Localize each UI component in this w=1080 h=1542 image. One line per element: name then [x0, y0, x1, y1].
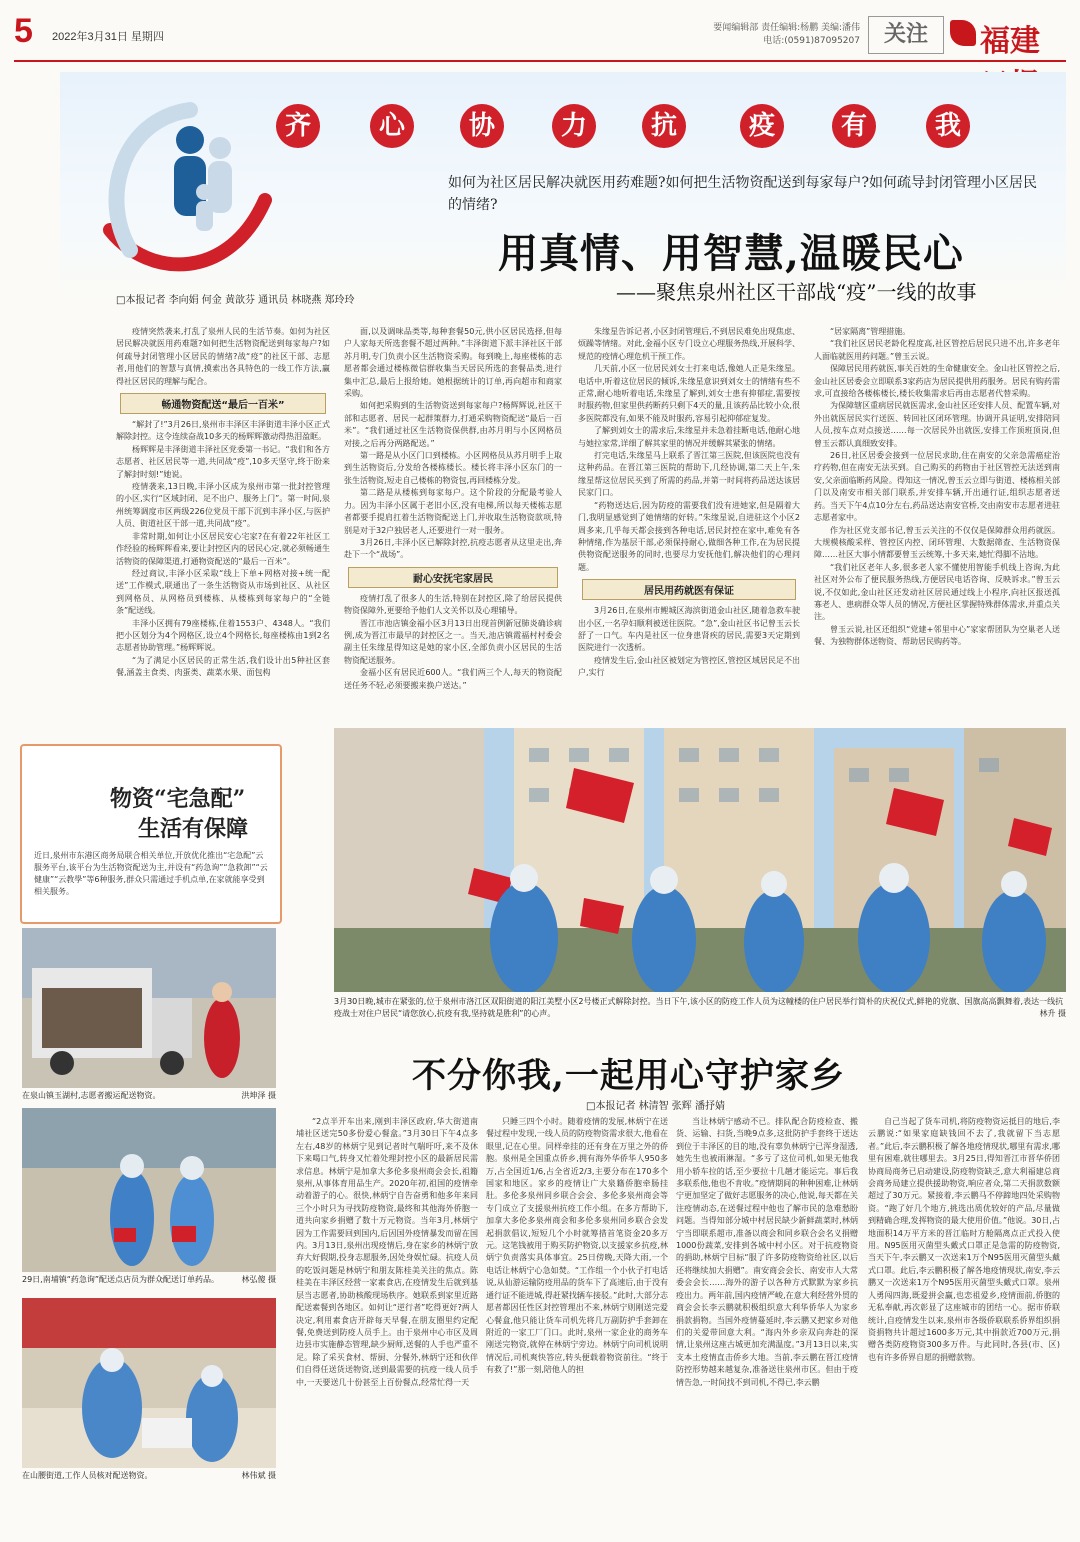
sidebar-photo-delivery — [22, 1108, 276, 1272]
editor-names: 要闻编辑部 责任编辑:杨鹏 美编:潘伟 — [713, 23, 860, 33]
paragraph: 曾玉云说,社区还组织“党建+邻里中心”家家帮团队为空巢老人送餐、为独物群体送物资、帮助居民购药等。 — [814, 624, 1060, 647]
article-column — [486, 1116, 668, 1534]
paragraph: 了解到刘女士的需求后,朱缘星并未急着挂断电话,他耐心地与她拉家常,详细了解其家里的情况并缓解其紧张的情绪。 — [578, 426, 800, 448]
section-subheading: 畅通物资配送“最后一百米” — [120, 393, 326, 414]
celebration-photo — [334, 728, 1066, 992]
logo-mark-icon — [950, 20, 976, 46]
paragraph: 非常时期,如何让小区居民安心宅家?在有着22年社区工作经验的杨辉辉看来,要让封控区内的居民心定,就必须畅通生活物资的保障渠道,打通物资配送的“最后一百米”。 — [116, 531, 330, 566]
paragraph: 经过商议,丰泽小区采取“线上下单+网格对接+统一配送”工作模式,联通出了一条生活物资从市场到社区、从社区到网格员、从网格员到楼栋、从楼栋到每家每户的“全链条”配送线。 — [116, 568, 330, 616]
section-label: 关注 — [868, 16, 944, 54]
paragraph: 疫情打乱了很多人的生活,特别在封控区,除了给居民提供物资保障外,更要给予他们人文关怀以及心理辅导。 — [344, 593, 562, 616]
paragraph: “为了满足小区居民的正常生活,我们设计出5种社区套餐,涵盖主食类、肉蛋类、蔬菜水果、面包构 — [116, 655, 330, 678]
sidebar-photo-caption — [22, 1090, 276, 1101]
paragraph: 杨辉辉是丰泽街道丰泽社区党委第一书记。“我们和各方志愿者、社区居民等一道,共同战“疫”,10多天坚守,终于盼来了解封时刻!”她说。 — [116, 444, 330, 479]
paragraph: “我们社区居民老龄化程度高,社区管控后居民只进不出,许多老年人面临就医用药问题。”曾玉云说。 — [814, 339, 1060, 361]
sidebar-photo-checking — [22, 1298, 276, 1468]
article-byline: □本报记者 李向娟 何金 黄歆芬 通讯员 林晓燕 郑玲玲 — [116, 295, 355, 306]
article-column — [814, 326, 1060, 728]
page-number: 5 — [14, 12, 33, 50]
photo-credit: 林伟斌 摄 — [241, 1471, 276, 1480]
section-subheading: 耐心安抚宅家居民 — [348, 567, 558, 588]
slogan-char: 疫 — [740, 104, 784, 148]
article-lead: 如何为社区居民解决就医用药难题?如何把生活物资配送到每家每户?如何疏导封闭管理小区居民的情绪? — [448, 175, 1038, 213]
slogan-char: 协 — [460, 104, 504, 148]
paragraph: 疫情袭来,13日晚,丰泽小区成为泉州市第一批封控管理的小区,实行“区域封闭、足不出户、服务上门”。第一时间,泉州统筹调度市区两级226位党员干部下沉到丰泽小区,与医护人员、街道社区干部一道,共同战“疫”。 — [116, 482, 330, 529]
photo-credit: 洪坤泽 摄 — [241, 1091, 276, 1100]
paragraph: 作为社区党支部书记,曾玉云关注的不仅仅是保障群众用药就医。大规模核酸采样、管控区内控、闭环管理、大数据筛查、生活物资保障……社区大事小情都要曾玉云统筹,十多天来,她忙得脚不沾地。 — [814, 525, 1060, 560]
slogan-char: 有 — [832, 104, 876, 148]
publication-date: 2022年3月31日 星期四 — [52, 31, 164, 43]
paragraph: 3月26日,在泉州市鲤城区海滨街道金山社区,随着急救车驶出小区,一名孕妇顺利被送往医院。“急”,金山社区书记曾玉云长舒了一口气。车内是社区一位身患肾疾的居民,需要3天定期到医院进行一次透析。 — [578, 606, 800, 653]
paragraph: 第二路是从楼栋到每家每户。这个阶段的分配最考验人力。因为丰泽小区属于老旧小区,没有电梯,所以每天楼栋志愿者都要手提肩扛着生活物资配送上门,并收取生活物资款项,特别是对于32户独居老人,还要进行一对一服务。 — [344, 488, 562, 535]
paragraph: 如何把采购到的生活物资送到每家每户?杨辉辉说,社区干部和志愿者、居民一起群策群力,打通采购物资配送“最后一百米”。“我们通过社区生活物资保供群,由苏月明与小区网格员对接,之后再分两路配送。” — [344, 401, 562, 448]
article-column — [296, 1116, 478, 1534]
sidebar-title: 物资“宅急配” — [110, 786, 246, 812]
newspaper-logo — [950, 14, 1068, 59]
article-column — [868, 1116, 1060, 1534]
paragraph: 疫情发生后,金山社区被划定为管控区,管控区域居民足不出户,实行 — [578, 655, 800, 678]
sidebar-photo-caption — [22, 1274, 276, 1285]
paragraph: 打完电话,朱缘星马上联系了晋江第三医院,但该医院也没有这种药品。在晋江第三医院的帮助下,几经协调,第二天上午,朱缘星帮这位居民买到了所需的药品,并第一时间将药品送达该居民家门口。 — [578, 451, 800, 498]
article-headline: 用真情、用智慧,温暖民心 — [498, 230, 964, 277]
section-subheading: 居民用药就医有保证 — [582, 579, 796, 600]
paragraph: “解封了!”3月26日,泉州市丰泽区丰泽街道丰泽小区正式解除封控。这令连续奋战10多天的杨辉辉激动得热泪盈眶。 — [116, 420, 330, 442]
photo-credit: 林升 摄 — [1039, 1009, 1066, 1018]
slogan-char: 我 — [926, 104, 970, 148]
paragraph: 晋江市池店镇金福小区3月13日出现首例新冠肺炎确诊病例,成为晋江市最早的封控区之一。当天,池店镇霞福村村委会副主任朱缘星得知这是她的家小区,全部负责小区居民的生活物资配送服务。 — [344, 618, 562, 665]
paragraph: “我们社区老年人多,很多老人家不懂使用智能手机线上咨询,为此社区对外公布了便民服务热线,方便居民电话咨询、反映诉求。”曾玉云说,不仅如此,金山社区还发动社区居民通过线上小程序,向社区报送孤寡老人、患病群众等人员的情况,方便社区掌握特殊群体需求,并重点关注。 — [814, 562, 1060, 622]
editor-phone: 电话:(0591)87095207 — [763, 36, 860, 46]
family-ribbon-illustration — [70, 80, 280, 285]
paragraph: 金福小区有居民近600人。“我们两三个人,每天的物资配送任务不轻,必须要搬来换户送达。” — [344, 668, 562, 690]
paragraph: 几天前,小区一位居民刘女士打来电话,像她人正是朱缘星。电话中,听着这位居民的倾诉,朱缘星意识到刘女士的情绪有些不正常,耐心地听着电话,朱缘星了解到,刘女士患有抑郁症,需要按时服药物,但家里供药断药只剩下4天的量,且该药品比较小众,很多医院都没有,如果不能及时服药,容易引起抑郁症复发。 — [578, 364, 800, 423]
paragraph: 自己当起了货车司机,将防疫物资运抵目的地后,李云鹏说:“如果家庭缺钱回不去了,我就留下当志愿者。”此后,李云鹏积极了解各地疫情现状,哪里有需求,哪里有困难,就往哪里去。3月25日,得知晋江市晋华侨团协商局商务已启动建设,防疫物资缺乏,意大利福建总商会商务局建立提供援助物资,响应者众,第二天捐款数额超过了30万元。紧接着,李云鹏马不停蹄地四处采购物资。“跑了好几个地方,挑选出质优较好的产品,尽量做到精确合理,发挥物资的最大使用价值。”他说。30日,占地面积14万平方米的晋江临时方舱隔离点正式投入使用。N95医用灭菌型头戴式口罩正是急需的防疫物资,当天下午,李云鹏又一次送来1万个N95医用灭菌型头戴式口罩。此后,李云鹏积极了解各地疫情现状,南安,李云鹏又一次送来1万个N95医用灭菌型头戴式口罩。泉州人勇闯四海,既爱拼会赢,也恋祖爱乡,疫情面前,侨胞的无私奉献,再次彰显了这座城市的团结一心。据市侨联统计,自疫情发生以来,泉州市各级侨联联系侨界组织捐资捐物共计超过1600多万元,其中捐款近700万元,捐赠各类防疫物资300多万件。与此同时,各县(市、区)也有许多侨界自愿的捐赠款物。 — [868, 1117, 1060, 1362]
slogan-char: 齐 — [276, 104, 320, 148]
editor-credits — [690, 22, 860, 48]
article-column — [116, 326, 330, 728]
paragraph: 面,以及调味品类等,每种套餐50元,供小区居民选择,但每户人家每天所选套餐不超过两种。”丰泽街道下派丰泽社区干部苏月明,专门负责小区生活物资采购。每到晚上,每座楼栋的志愿者都会通过楼栋微信群收集当天居民所选的套餐品类,进行集中汇总,最后上报给她。她根据统计的订单,再向超市和商家采购。 — [344, 327, 562, 399]
sidebar-photo-caption — [22, 1470, 276, 1481]
article-column — [344, 326, 562, 728]
paragraph: “居家隔离”管理措施。 — [830, 327, 911, 336]
paragraph: “药物送达后,因为防疫的需要我们没有进她家,但是隔着大门,我明显感觉到了她情绪的好转。”朱缘星说,自进驻这个小区2周多来,几乎每天都会接到各种电话,居民封控在家中,难免有各种情绪,作为基层干部,必须保持耐心,做细各种工作,在为居民提供物资配送服务的同时,也要尽力安抚他们,解决他们的心理问题。 — [578, 500, 800, 572]
caption-text: 29日,南埔镇“药急询”配送点店员为群众配送订单药品。 — [22, 1275, 220, 1284]
paragraph: 为保障辖区重病居民就医需求,金山社区还安排人员、配置车辆,对外出就医居民实行送医、转回社区闭环管理。协调开具证明,安排陪同人员,按车点对点接送……每一次居民外出就医,安排工作顶班顶岗,但曾玉云都认真细致安排。 — [814, 401, 1060, 448]
paragraph: 疫情突然袭来,打乱了泉州人民的生活节奏。如何为社区居民解决就医用药难题?如何把生活物资配送到每家每户?如何疏导封闭管理小区居民的情绪?战“疫”的社区干部、志愿者,用他们的智慧与真情,摸索出各具特色的一线工作方法,赢得社区居民的理解与配合。 — [116, 327, 330, 386]
paragraph: 只睡三四个小时。随着疫情的发展,林炳宁在送餐过程中发现,一线人员的防疫物资需求很大,他看在眼里,记在心里。同样牵挂的还有身在万里之外的侨胞。泉州是全国重点侨乡,拥有海外华侨华人950多万,占全国近1/6,占全省近2/3,主要分布在170多个国家和地区。家乡的疫情让广大泉籍侨胞牵肠挂肚。多伦多泉州同乡联合会会、多伦多泉州商会等专门成立了支援泉州抗疫工作小组。在多方帮助下,加拿大多伦多泉州商会和多伦多泉州同乡联合会发起捐款倡议,短短几个小时就筹措首笔资金20多万元。这笔钱被用于购买防护物资,以支援家乡抗疫,林炳宁负责落实具体事宜。25日傍晚,天降大雨,一个电话让林炳宁心急如焚。“工作组一个小伙子打电话说,从仙游运输防疫用品的货车下了高速后,由于没有通行证不能进城,得赶紧找辆车接驳。”此时,大部分志愿者都因任性区封控管理出不来,林炳宁则刚送完爱心餐盒,他只能让货车司机先将几万副防护手套卸在附近的一家工厂门口。此时,泉州一家企业的商务车刚送完物资,就停在林炳宁旁边。林炳宁向司机说明情况后,司机爽快答应,转头便载着物资前往。“终于有救了!”那一刻,陪他人的担 — [486, 1117, 668, 1375]
paragraph: 26日,社区居委会接到一位居民求助,住在南安的父亲急需癌症治疗药物,但在南安无法买到。自己购买的药物由于社区管控无法送到南安,父亲面临断药风险。得知这一情况,曾玉云立即与街道、楼栋相关部门以及南安市相关部门联系,并安排车辆,开出通行证,组织志愿者送药。当天下午4点10分左右,药品送达南安官桥,交由南安市志愿者进驻志愿者家中。 — [814, 451, 1060, 523]
photo-credit: 林弘傻 摄 — [241, 1275, 276, 1284]
article-subheadline: ——聚焦泉州社区干部战“疫”一线的故事 — [616, 280, 977, 304]
paragraph: 当让林炳宁感动不已。排队配合防疫检查、搬货、运输、扫货,当晚9点多,这批防护手套终于送达到位于丰泽区的目的地,没有辜负林炳宁已浑身湿透,她先生也被雨淋湿。“多亏了这位司机,如果无他我用小轿车拉的话,至少要拉十几趟才能运完。事后我多联系他,他也不肯收。”疫情期间的种种困难,让林炳宁更加坚定了做好志愿服务的决心,他说,每天都在关注疫情动态,在送餐过程中他也了解市民的急难愁盼问题。当得知部分城中村居民缺少新鲜蔬菜时,林炳宁当即联系超市,准备以商会和同乡联合会名义捐赠1000份蔬菜,安排到各城中村小区。对于抗疫物资的捐助,林炳宁目标“服了许多防疫物资给社区,以后还将继续加大捐赠”。南安商会会长、南安市人大常委会会长……海外的游子以各种方式默默为家乡抗疫出力。两年前,国内疫情严峻,在意大利经营外贸的商会会长李云鹏就积极组织意大利华侨华人为家乡捐款捐物。当国外疫情蔓延时,李云鹏又把家乡对他们的关爱带回意大利。“海内外乡亲双向奔赴的深情,让泉州这座古城更加充满温度。”3月13日以来,实支本土疫情直击侨乡大地。当前,李云鹏在晋江疫情防控形势越来越复杂,准备送往泉州市区。但由于疫情告急,一时间找不到司机,不得已,李云鹏 — [676, 1117, 858, 1387]
masthead-rule — [14, 60, 1066, 62]
caption-text: 在山腰街道,工作人员核对配送物资。 — [22, 1471, 153, 1480]
caption-text: 3月30日晚,城市在紧张的,位于泉州市洛江区双阳街道的阳江美墅小区2号楼正式解除封控。当日下午,该小区的防疫工作人员为这幢楼的住户居民举行简朴的庆祝仪式,鲜艳的党旗、国旗高高飘舞着,表达一线抗疫战士对住户居民“请您放心,抗疫有我,坚持就是胜利”的心声。 — [334, 997, 1064, 1018]
article-byline: □本报记者 林清智 张辉 潘抒婧 — [586, 1101, 725, 1112]
article-column — [676, 1116, 858, 1534]
slogan-char: 心 — [370, 104, 414, 148]
paragraph: 朱缘星告诉记者,小区封闭管理后,不到居民难免出现焦虑、烦躁等情绪。对此,金福小区专门设立心理服务热线,开展科学、规范的疫情心理危机干预工作。 — [578, 327, 800, 361]
caption-text: 在泉山镇玉湖村,志愿者搬运配送物资。 — [22, 1091, 161, 1100]
slogan-char: 力 — [552, 104, 596, 148]
paragraph: “2点半开车出来,刚到丰泽区政府,华大街道南埔社区送完50多份爱心餐盒。”3月30日下午4点多左右,48岁的林炳宁见到记者时气喘吁吁,来不及休下来喝口气,转身又忙着处理封控小区的最新居民需求信息。林炳宁是加拿大多伦多泉州商会会长,祖籍泉州,从事体育用品生产。2020年初,祖国的疫情牵动着游子的心。很快,林炳宁自告奋勇和他多年来同三个小时只为寻找防疫物资,最终和其他海外侨胞一道共向家乡捐赠了数十万元物资。当年3月,林炳宁因为工作需要回到国内,后因国外疫情暴发而留在国内。3月13日,泉州出现疫情后,身在家乡的林炳宁放弃大好假期,投身志愿服务,因处身娱忙碌。抗疫人员的吃饭问题是林炳宁和朋友陈桂美关注的焦点。陈桂美在丰泽区经营一家素食店,在疫情发生后就到基层当志愿者,协助核酸现场秩序。她联系到家里近路配送素餐到各地区。如何让“逆行者”吃得更好?两人决定,利用素食店开辟每天早餐,在朋友圈里约定配餐,免费送到防疫人员手上。由于泉州中心市区及周边县市实施静态管理,缺少厨师,送餐的人手也严重不足。除了采买食材、帮厨、分餐外,林炳宁还和伙伴们自得任送货送物资,送到最需要的抗疫一线人员手中,一天要送几十份甚至上百份餐点,经常忙得一天 — [296, 1117, 478, 1387]
paragraph: 保障居民用药就医,事关百姓的生命健康安全。金山社区管控之后,金山社区居委会立即联系3家药店为居民提供用药服务。居民有购药需求,可直接给各楼栋楼长,楼长收集需求后再由志愿者代替采购。 — [814, 364, 1060, 399]
sidebar-subtitle: 生活有保障 — [138, 816, 249, 842]
newspaper-name: 福建 — [980, 24, 1040, 59]
paragraph: 丰泽小区拥有79座楼栋,住着1553户、4348人。“我们把小区划分为4个网格区,设立4个网格长,每座楼栋由1到2名志愿者协助管理。”杨辉辉说。 — [116, 618, 330, 653]
slogan-char: 抗 — [642, 104, 686, 148]
paragraph: 3月26日,丰泽小区已解除封控,抗疫志愿者从这里走出,奔赴下一个“战场”。 — [344, 537, 562, 560]
paragraph: 第一路是从小区门口到楼栋。小区网格员从苏月明手上取到生活物资后,分发给各楼栋楼长。楼长将丰泽小区东门的一张生活物资,短走自己楼栋的物资包,再回楼栋分发。 — [344, 451, 562, 485]
article-column — [578, 326, 800, 728]
sidebar-body: 近日,泉州市东港区商务局联合相关单位,开放优化推出“宅急配”云服务平台,该平台为生活物资配送为主,并设有“药急询”“急救卸”“云健康”“云教學”等6种服务,群众只需通过手机点单,在家就能享受到相关服务。 — [34, 851, 268, 896]
article-headline: 不分你我,一起用心守护家乡 — [412, 1056, 845, 1096]
photo-caption — [334, 996, 1066, 1020]
sidebar-photo-truck — [22, 928, 276, 1088]
